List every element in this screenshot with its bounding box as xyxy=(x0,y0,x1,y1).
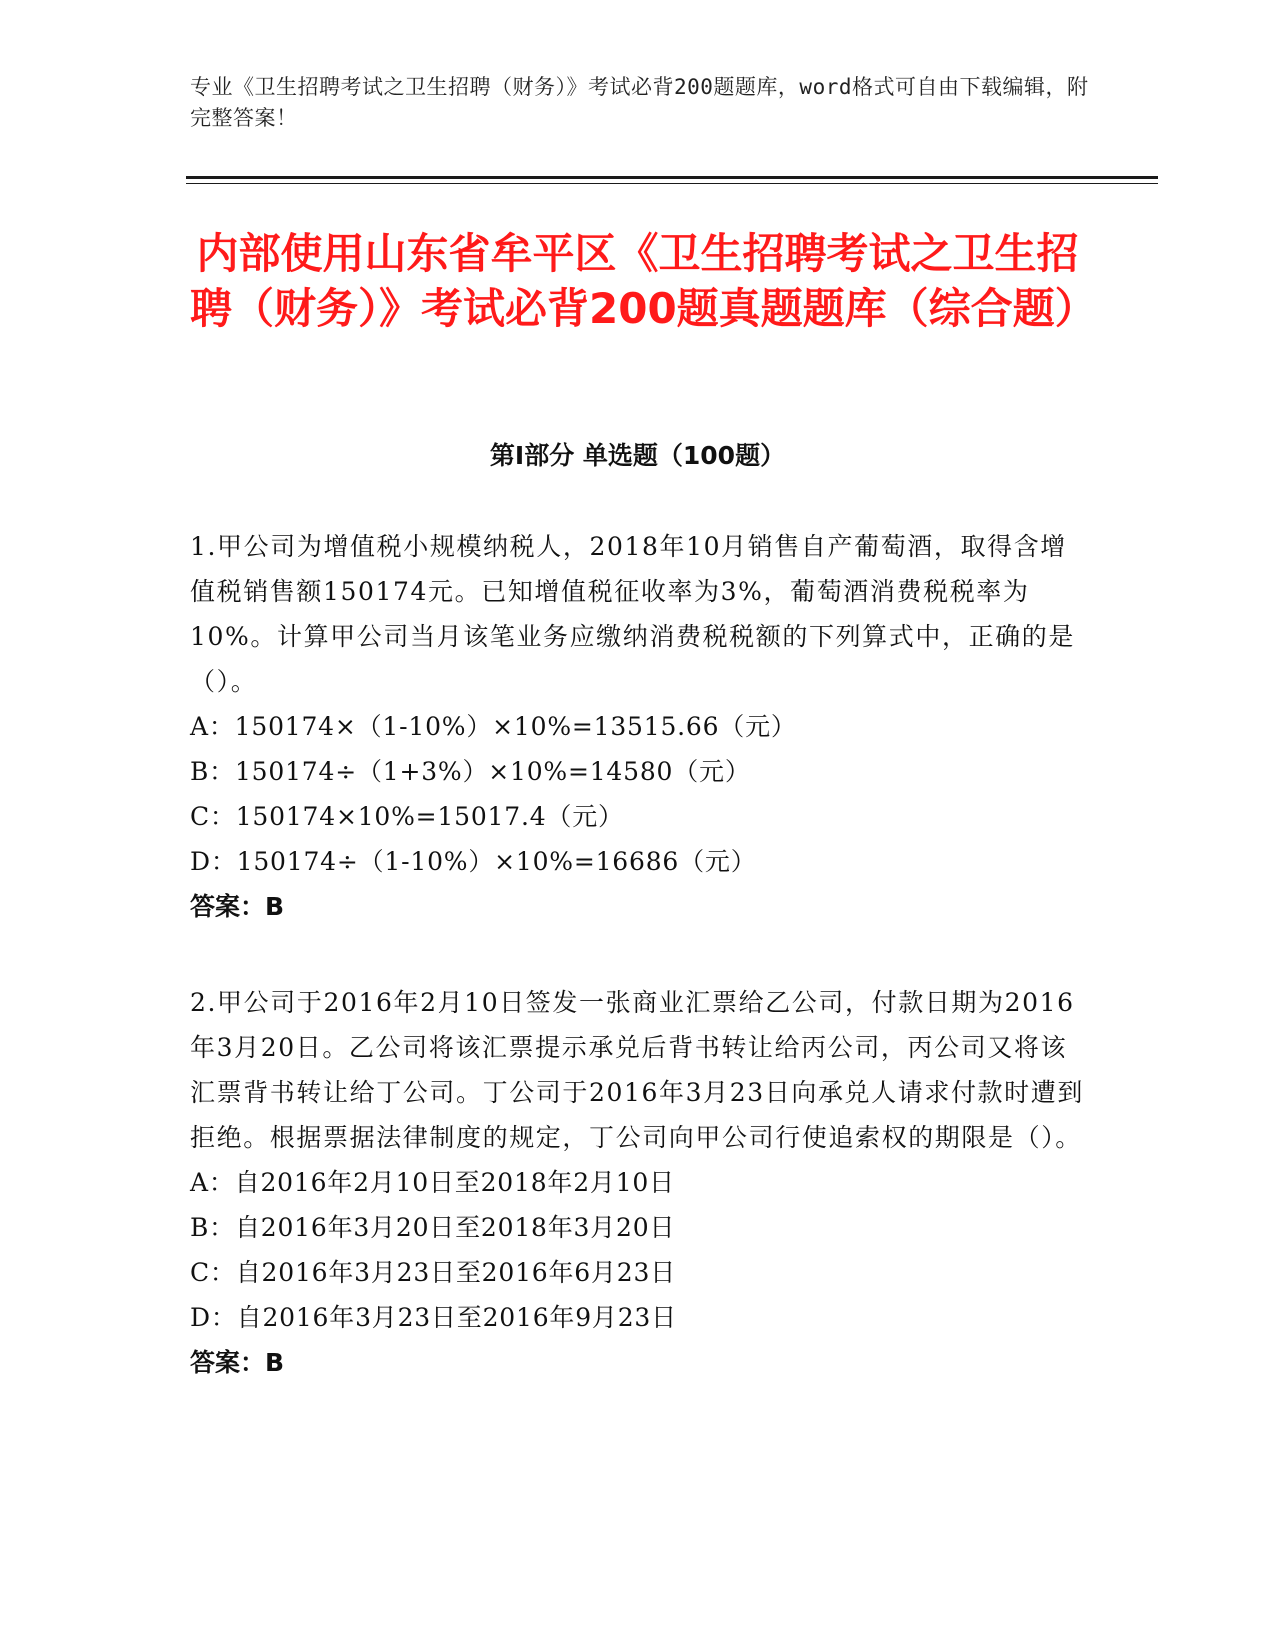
option-b: B：自2016年3月20日至2018年3月20日 xyxy=(190,1213,676,1242)
option-c: C：150174×10%=15017.4（元） xyxy=(190,802,624,831)
header-divider-thin xyxy=(186,183,1158,184)
option-a: A：150174×（1-10%）×10%=13515.66（元） xyxy=(190,712,797,741)
question-1 xyxy=(190,524,1090,929)
option-d: D：150174÷（1-10%）×10%=16686（元） xyxy=(190,847,757,876)
option-b: B：150174÷（1+3%）×10%=14580（元） xyxy=(190,757,751,786)
option-c: C：自2016年3月23日至2016年6月23日 xyxy=(190,1258,677,1287)
header-divider-thick xyxy=(186,176,1158,179)
answer-text: 答案：B xyxy=(190,1348,285,1377)
question-stem: 1.甲公司为增值税小规模纳税人，2018年10月销售自产葡萄酒，取得含增值税销售额150174元。已知增值税征收率为3%，葡萄酒消费税税率为10%。计算甲公司当月该笔业务应缴纳消费税税额的下列算式中，正确的是（）。 xyxy=(190,532,1075,696)
option-d: D：自2016年3月23日至2016年9月23日 xyxy=(190,1303,677,1332)
question-2 xyxy=(190,980,1090,1385)
answer-text: 答案：B xyxy=(190,892,285,921)
question-stem: 2.甲公司于2016年2月10日签发一张商业汇票给乙公司，付款日期为2016年3月20日。乙公司将该汇票提示承兑后背书转让给丙公司，丙公司又将该汇票背书转让给丁公司。丁公司于2016年3月23日向承兑人请求付款时遭到拒绝。根据票据法律制度的规定，丁公司向甲公司行使追索权的期限是（）。 xyxy=(190,988,1084,1152)
header-note: 专业《卫生招聘考试之卫生招聘（财务）》考试必背200题题库，word格式可自由下载编辑，附完整答案！ xyxy=(190,75,1089,130)
document-title: 内部使用山东省牟平区《卫生招聘考试之卫生招聘（财务）》考试必背200题真题题库（综合题） xyxy=(190,229,1097,333)
option-a: A：自2016年2月10日至2018年2月10日 xyxy=(190,1168,675,1197)
section-heading: 第I部分 单选题（100题） xyxy=(489,441,786,470)
